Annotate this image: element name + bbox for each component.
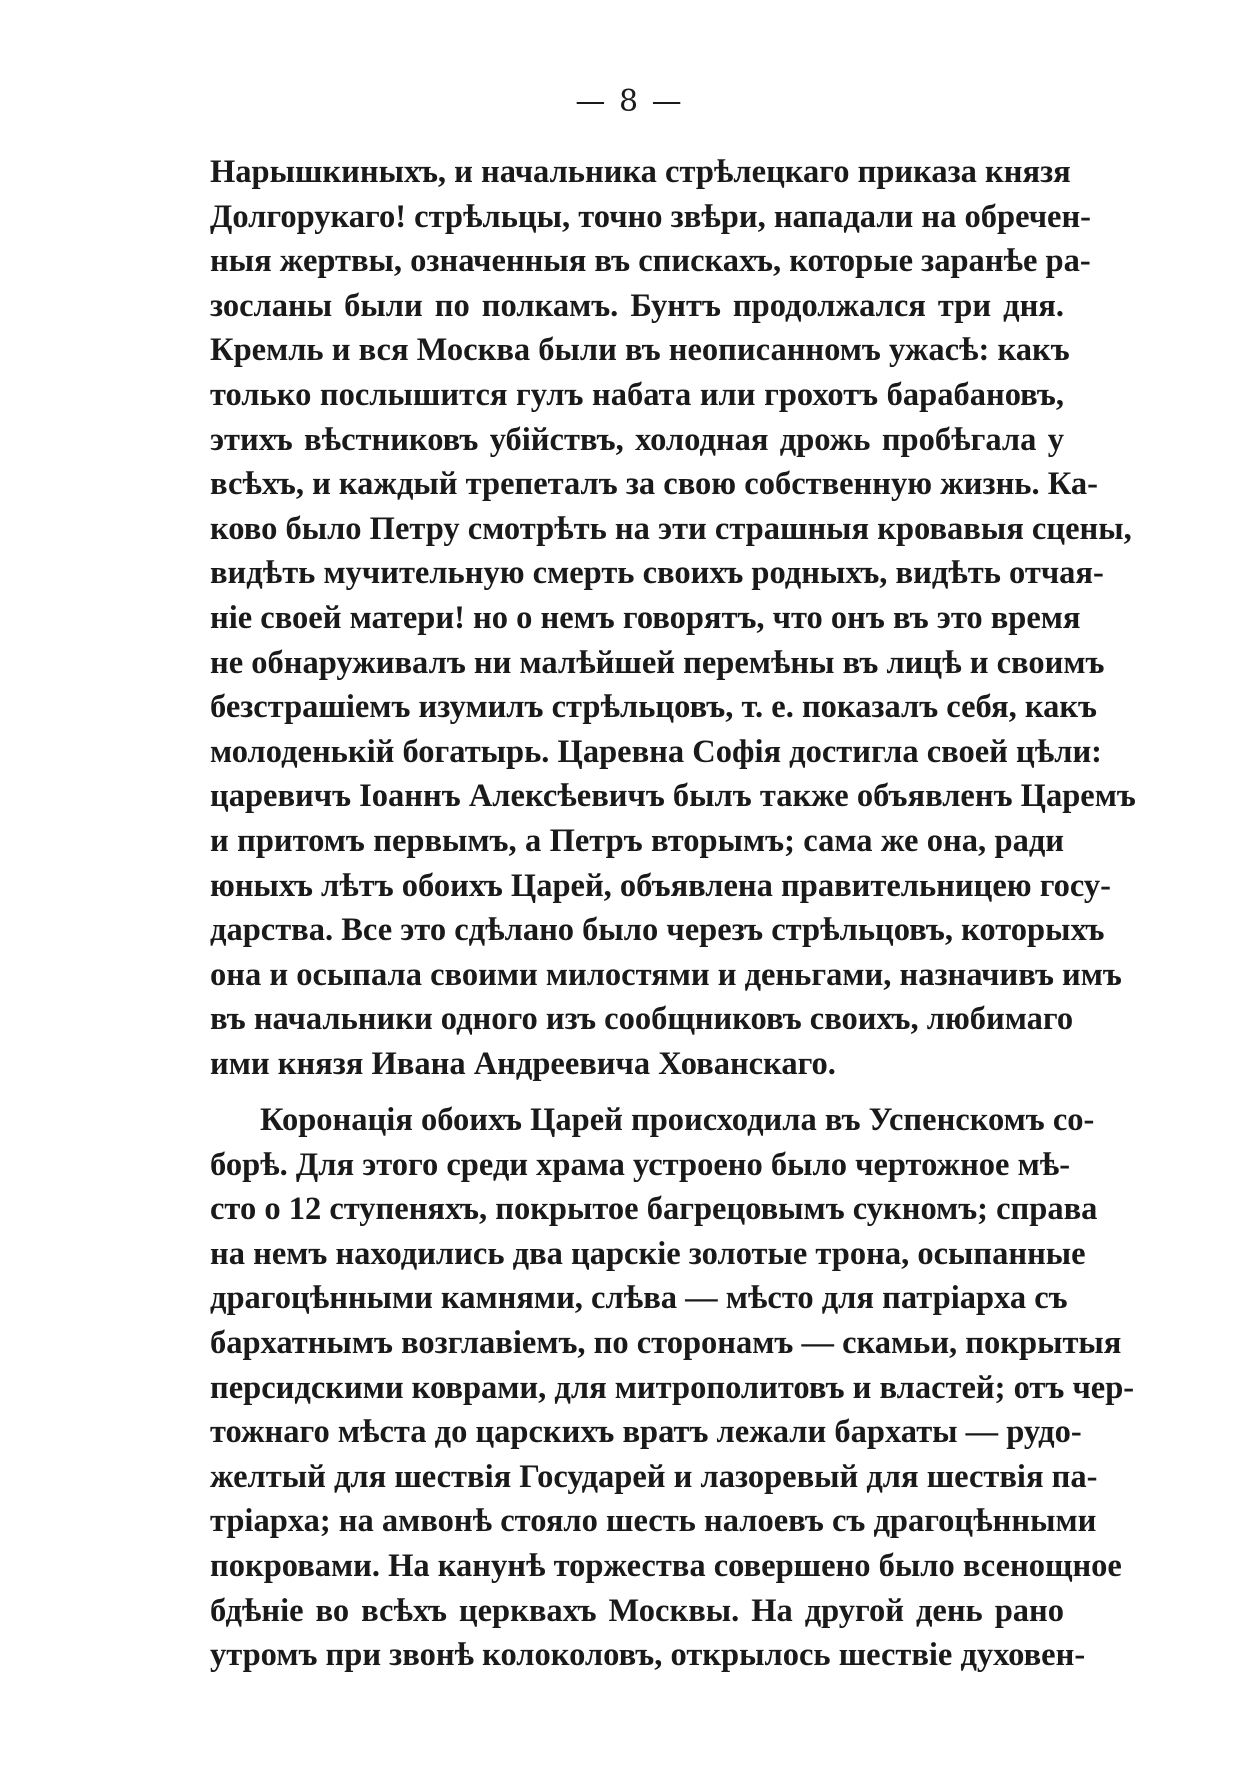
paragraph-1 xyxy=(210,150,1136,1086)
text-line: безстрашіемъ изумилъ стрѣльцовъ, т. е. показалъ себя, какъ xyxy=(210,689,1097,726)
page-number: — 8 — xyxy=(575,84,684,119)
text-line: на немъ находились два царскіе золотые трона, осыпанные xyxy=(210,1235,1086,1272)
text-line: не обнаруживалъ ни малѣйшей перемѣны въ лицѣ и своимъ xyxy=(210,644,1105,681)
text-line: утромъ при звонѣ колоколовъ, открылось шествіе духовен- xyxy=(210,1637,1086,1674)
text-line: борѣ. Для этого среди храма устроено было чертожное мѣ- xyxy=(210,1146,1071,1183)
text-line: царевичъ Іоаннъ Алексѣевичъ былъ также объявленъ Царемъ xyxy=(210,778,1136,815)
text-line: всѣхъ, и каждый трепеталъ за свою собственную жизнь. Ка- xyxy=(210,466,1098,503)
paragraph-2 xyxy=(210,1098,1135,1678)
text-line: молоденькій богатырь. Царевна Софія достигла своей цѣли: xyxy=(210,733,1102,770)
text-line: этихъ вѣстниковъ убійствъ, холодная дрожь пробѣгала у xyxy=(210,421,1064,458)
text-line: видѣть мучительную смерть своихъ родныхъ, видѣть отчая- xyxy=(210,555,1104,592)
text-line: ніе своей матери! но о немъ говорятъ, что онъ въ это время xyxy=(210,599,1081,636)
text-line: желтый для шествія Государей и лазоревый для шествія па- xyxy=(210,1458,1098,1495)
text-line: сто о 12 ступеняхъ, покрытое багрецовымъ сукномъ; справа xyxy=(210,1191,1098,1228)
text-line: дарства. Все это сдѣлано было черезъ стрѣльцовъ, которыхъ xyxy=(210,912,1105,949)
text-line: она и осыпала своими милостями и деньгами, назначивъ имъ xyxy=(210,956,1122,993)
text-line: бархатнымъ возглавіемъ, по сторонамъ — скамьи, покрытыя xyxy=(210,1324,1122,1361)
text-line: Кремль и вся Москва были въ неописанномъ ужасѣ: какъ xyxy=(210,332,1070,369)
text-line: персидскими коврами, для митрополитовъ и властей; отъ чер- xyxy=(210,1369,1135,1406)
text-line: драгоцѣнными камнями, слѣва — мѣсто для патріарха съ xyxy=(210,1280,1068,1317)
text-line: Долгорукаго! стрѣльцы, точно звѣри, нападали на обречен- xyxy=(210,198,1091,235)
text-line: ныя жертвы, означенныя въ спискахъ, которые заранѣе ра- xyxy=(210,243,1091,280)
text-line: Нарышкиныхъ, и начальника стрѣлецкаго приказа князя xyxy=(210,154,1071,190)
text-line: бдѣніе во всѣхъ церквахъ Москвы. На другой день рано xyxy=(210,1592,1064,1629)
text-line: тожнаго мѣста до царскихъ вратъ лежали бархаты — рудо- xyxy=(210,1414,1082,1451)
text-line: и притомъ первымъ, а Петръ вторымъ; сама же она, ради xyxy=(210,822,1064,859)
text-line: юныхъ лѣтъ обоихъ Царей, объявлена правительницею госу- xyxy=(210,867,1112,904)
text-line: только послышится гулъ набата или грохотъ барабановъ, xyxy=(210,376,1064,413)
text-line: зосланы были по полкамъ. Бунтъ продолжался три дня. xyxy=(210,287,1064,324)
text-line: тріарха; на амвонѣ стояло шесть налоевъ съ драгоцѣнными xyxy=(210,1503,1097,1540)
text-line: покровами. На канунѣ торжества совершено было всенощное xyxy=(210,1547,1122,1584)
text-line: Коронація обоихъ Царей происходила въ Успенскомъ со- xyxy=(260,1102,1095,1138)
text-line: ково было Петру смотрѣть на эти страшныя кровавыя сцены, xyxy=(210,510,1132,547)
text-line: въ начальники одного изъ сообщниковъ своихъ, любимаго xyxy=(210,1001,1074,1038)
text-line: ими князя Ивана Андреевича Хованскаго. xyxy=(210,1045,836,1082)
